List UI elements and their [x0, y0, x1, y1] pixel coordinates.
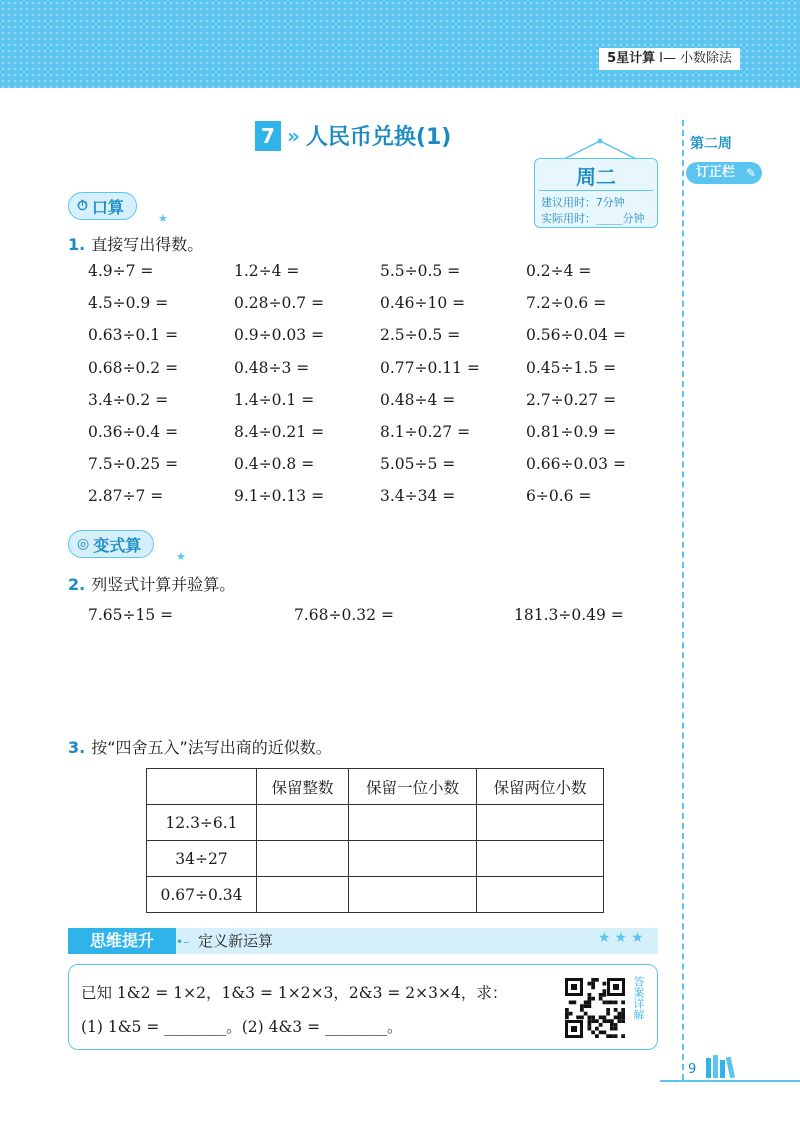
oral-problem: 0.66÷0.03 = — [526, 455, 626, 474]
table-header-cell — [147, 769, 257, 805]
answer-cell[interactable] — [257, 877, 349, 913]
oral-problem: 8.4÷0.21 = — [234, 422, 325, 441]
series-name: 5星计算 — [607, 51, 656, 66]
approximation-table — [146, 768, 604, 913]
day-card — [534, 158, 658, 228]
table-header-row — [147, 769, 604, 805]
vertical-problem-1: 7.65÷15 = — [88, 606, 174, 624]
oral-problem: 8.1÷0.27 = — [380, 422, 471, 441]
oral-problem: 0.68÷0.2 = — [88, 358, 179, 377]
oral-problem: 9.1÷0.13 = — [234, 487, 325, 506]
problem-questions: (1) 1&5 = ________。(2) 4&3 = ________。 — [81, 1018, 403, 1036]
answer-cell[interactable] — [477, 877, 604, 913]
oral-problem: 0.48÷3 = — [234, 358, 310, 377]
thinking-label: 思维提升 — [68, 928, 176, 954]
oral-problem: 3.4÷34 = — [380, 487, 456, 506]
oral-problem: 0.45÷1.5 = — [526, 358, 617, 377]
header-band — [0, 0, 800, 88]
question-number: 3. — [68, 738, 86, 757]
oral-problem: 0.81÷0.9 = — [526, 422, 617, 441]
oral-problem: 0.56÷0.04 = — [526, 326, 626, 345]
series-topic: 小数除法 — [679, 51, 732, 66]
oral-calculation-grid — [88, 262, 668, 520]
correction-label: 订正栏 — [696, 165, 736, 180]
target-icon: ◎ — [77, 536, 90, 552]
series-separator: I— — [659, 51, 676, 66]
question-2 — [68, 572, 235, 595]
table-row — [147, 805, 604, 841]
question-1 — [68, 232, 203, 255]
oral-problem: 0.4÷0.8 = — [234, 455, 315, 474]
question-text: 按“四舍五入”法写出商的近似数。 — [91, 738, 332, 757]
dot-connector-icon: •– — [176, 935, 190, 949]
question-3 — [68, 735, 332, 758]
section-variant-label: 变式算 — [93, 535, 142, 555]
oral-problem: 0.48÷4 = — [380, 390, 456, 409]
problem-statement: 已知 1&2 = 1×2，1&3 = 1×2×3，2&3 = 2×3×4，求： — [81, 984, 508, 1002]
table-row-label: 34÷27 — [147, 841, 257, 877]
suggested-time: 建议用时：7分钟 — [541, 196, 625, 209]
oral-problem: 1.4÷0.1 = — [234, 390, 315, 409]
qr-code-icon[interactable] — [563, 976, 627, 1040]
table-row-label: 0.67÷0.34 — [147, 877, 257, 913]
question-text: 列竖式计算并验算。 — [91, 575, 236, 594]
oral-problem: 1.2÷4 = — [234, 262, 300, 280]
table-row — [147, 841, 604, 877]
oral-problem: 0.2÷4 = — [526, 262, 592, 280]
oral-problem: 6÷0.6 = — [526, 487, 592, 506]
lesson-number: 7 — [255, 121, 281, 151]
oral-problem: 0.77÷0.11 = — [380, 358, 480, 377]
oral-problem: 0.46÷10 = — [380, 294, 466, 313]
question-text: 直接写出得数。 — [91, 235, 204, 254]
answer-cell[interactable] — [477, 805, 604, 841]
page-number: 9 — [688, 1062, 697, 1077]
lesson-title — [255, 120, 451, 151]
oral-problem: 0.36÷0.4 = — [88, 422, 179, 441]
correction-tag — [686, 162, 762, 184]
section-badge-oral — [68, 192, 137, 220]
thinking-subtitle: 定义新运算 — [198, 932, 274, 950]
oral-problem: 3.4÷0.2 = — [88, 390, 169, 409]
oral-problem: 4.5÷0.9 = — [88, 294, 169, 313]
vertical-problem-3: 181.3÷0.49 = — [514, 606, 624, 624]
table-header-cell: 保留一位小数 — [349, 769, 477, 805]
day-card-divider — [539, 190, 653, 191]
table-header-cell: 保留两位小数 — [477, 769, 604, 805]
books-icon — [704, 1054, 738, 1078]
footer-line — [660, 1080, 800, 1082]
answer-cell[interactable] — [349, 841, 477, 877]
chevron-right-icon: » — [287, 123, 300, 148]
day-name: 周二 — [576, 165, 616, 189]
answer-explanation-label: 答案详解 — [632, 976, 645, 1020]
stopwatch-icon: ⏱ — [77, 198, 88, 214]
vertical-problem-2: 7.68÷0.32 = — [294, 606, 394, 624]
oral-problem: 2.87÷7 = — [88, 487, 164, 506]
answer-cell[interactable] — [349, 805, 477, 841]
oral-problem: 0.9÷0.03 = — [234, 326, 325, 345]
table-header-cell: 保留整数 — [257, 769, 349, 805]
table-row-label: 12.3÷6.1 — [147, 805, 257, 841]
actual-time: 实际用时：____分钟 — [541, 212, 645, 225]
question-number: 2. — [68, 575, 86, 594]
lesson-title-text: 人民币兑换(1) — [305, 125, 452, 150]
oral-problem: 5.5÷0.5 = — [380, 262, 461, 280]
star-icon: ★ — [158, 212, 168, 225]
section-oral-label: 口算 — [91, 197, 124, 217]
rating-stars-icon: ★★★ — [598, 930, 648, 946]
margin-dashed-line — [682, 120, 684, 1080]
answer-cell[interactable] — [477, 841, 604, 877]
week-label: 第二周 — [690, 136, 732, 152]
answer-cell[interactable] — [257, 805, 349, 841]
section-badge-variant — [68, 530, 154, 558]
answer-cell[interactable] — [349, 877, 477, 913]
oral-problem: 0.28÷0.7 = — [234, 294, 325, 313]
oral-problem: 7.2÷0.6 = — [526, 294, 607, 313]
question-number: 1. — [68, 235, 86, 254]
table-row — [147, 877, 604, 913]
oral-problem: 2.7÷0.27 = — [526, 390, 617, 409]
star-icon: ★ — [176, 550, 186, 563]
oral-problem: 2.5÷0.5 = — [380, 326, 461, 345]
pencil-icon: ✎ — [745, 166, 756, 180]
series-tag — [599, 48, 740, 70]
answer-cell[interactable] — [257, 841, 349, 877]
oral-problem: 0.63÷0.1 = — [88, 326, 179, 345]
oral-problem: 7.5÷0.25 = — [88, 455, 179, 474]
oral-problem: 5.05÷5 = — [380, 455, 456, 474]
oral-problem: 4.9÷7 = — [88, 262, 154, 280]
hanger-icon — [560, 138, 640, 160]
